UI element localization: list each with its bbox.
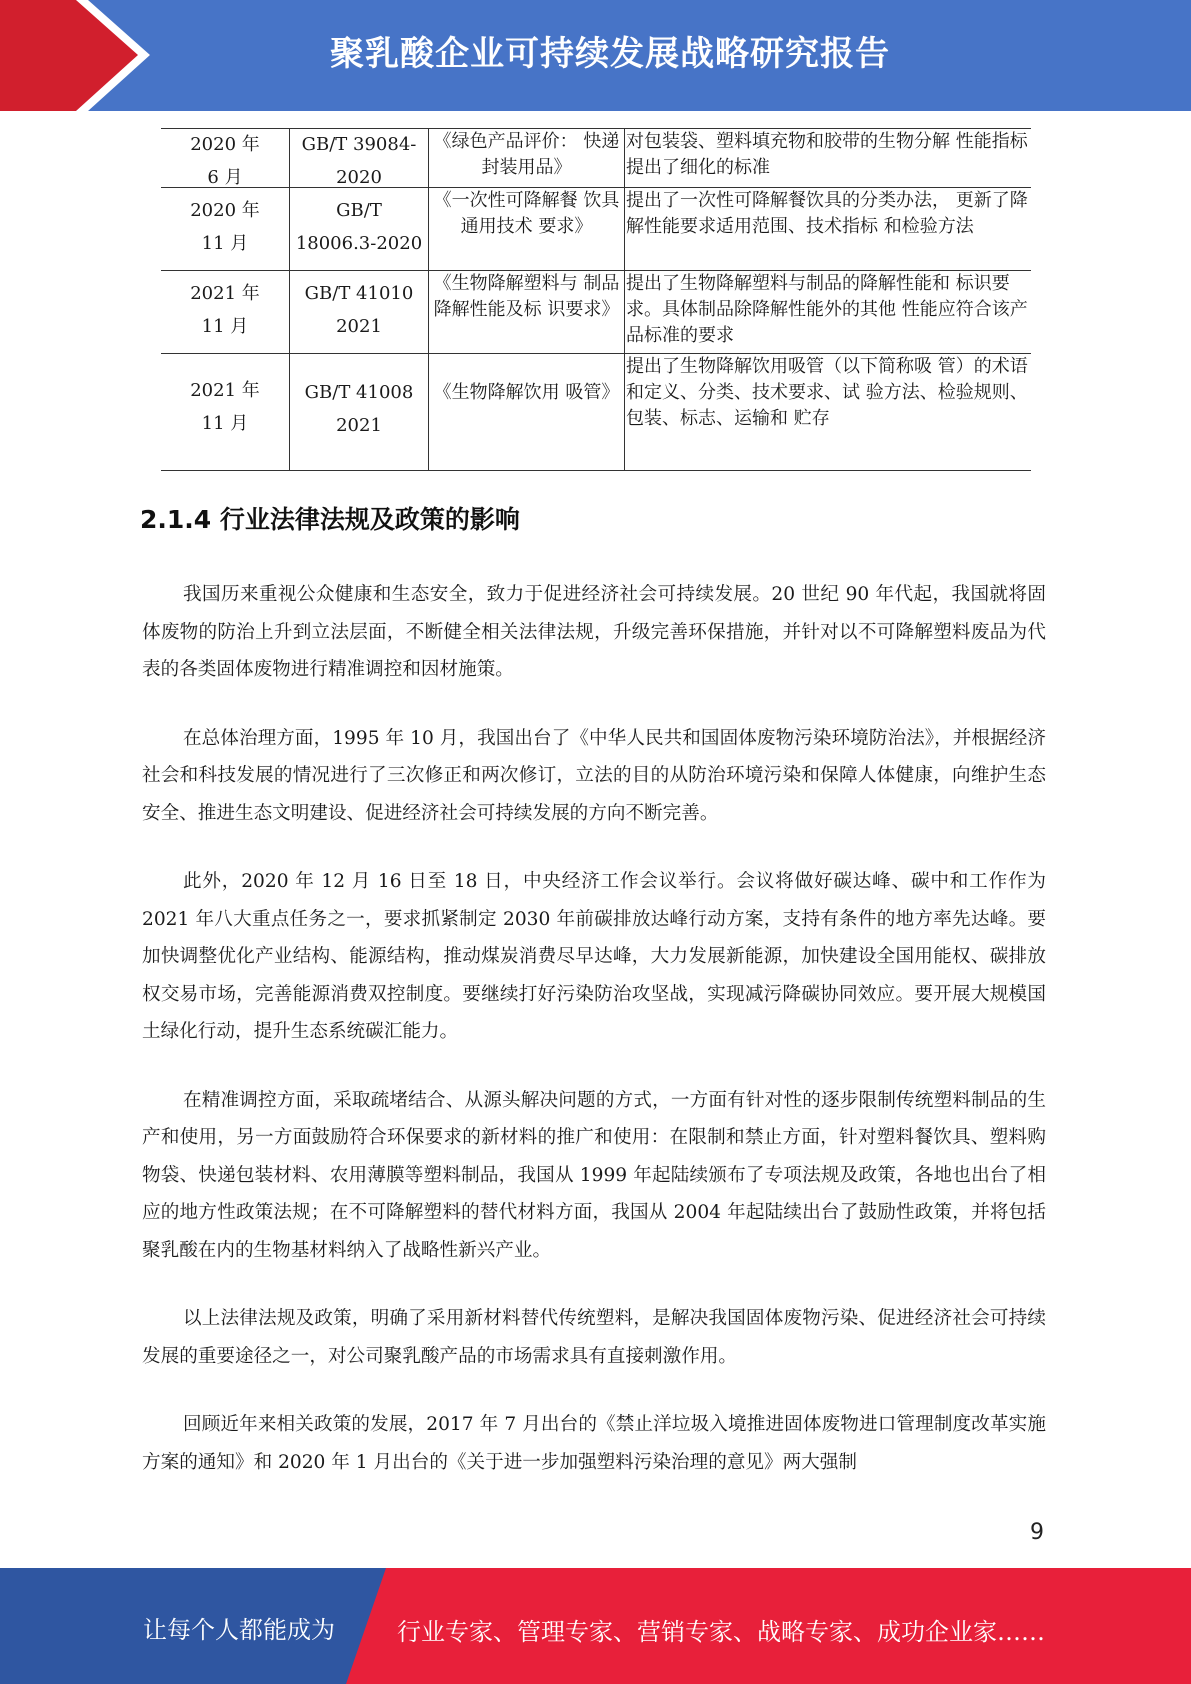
cell-standard-name (429, 129, 625, 188)
report-title: 聚乳酸企业可持续发展战略研究报告 (330, 34, 890, 74)
cell-standard-code-line: 2021 (336, 415, 382, 436)
cell-date-line: 11 月 (201, 413, 249, 434)
table-row (161, 129, 1031, 188)
cell-standard-code (290, 354, 429, 471)
footer-slogan-right: 行业专家、管理专家、营销专家、战略专家、成功企业家…… (397, 1618, 1045, 1646)
cell-date (161, 271, 290, 354)
cell-standard-name (429, 354, 625, 471)
cell-description-text: 提出了生物降解塑料与制品的降解性能和 标识要求。具体制品除降解性能外的其他 性能应符合该产品标准的要求 (626, 273, 1028, 346)
cell-description (625, 188, 1032, 271)
page-footer (0, 1568, 1191, 1684)
body-text (142, 576, 1046, 1512)
table-row (161, 271, 1031, 354)
standards-table (161, 128, 1031, 471)
paragraph: 此外，2020 年 12 月 16 日至 18 日，中央经济工作会议举行。会议将做好碳达峰、碳中和工作作为 2021 年八大重点任务之一，要求抓紧制定 2030 年前碳排放达峰行动方案，支持有条件的地方率先达峰。要加快调整优化产业结构、能源结构，推动煤炭消费尽早达峰，大力发展新能源，加快建设全国用能权、碳排放权交易市场，完善能源消费双控制度。要继续打好污染防治攻坚战，实现减污降碳协同效应。要开展大规模国土绿化行动，提升生态系统碳汇能力。 (142, 871, 1046, 1042)
page-header (0, 0, 1191, 111)
cell-standard-name-text: 《一次性可降解餐 饮具通用技术 要求》 (433, 190, 620, 237)
page-number: 9 (1030, 1520, 1044, 1545)
cell-standard-code-line: GB/T (336, 200, 382, 221)
paragraph: 回顾近年来相关政策的发展，2017 年 7 月出台的《禁止洋垃圾入境推进固体废物进口管理制度改革实施方案的通知》和 2020 年 1 月出台的《关于进一步加强塑料污染治理的意见》两大强制 (142, 1414, 1046, 1473)
cell-standard-code (290, 271, 429, 354)
cell-date-line: 6 月 (207, 167, 243, 187)
cell-date (161, 188, 290, 271)
cell-standard-code-line: 18006.3-2020 (295, 233, 423, 254)
cell-standard-code-line: GB/T 41010 (304, 283, 414, 304)
cell-standard-name (429, 271, 625, 354)
cell-standard-code-line: 2020 (336, 167, 382, 187)
cell-description (625, 129, 1032, 188)
cell-description (625, 271, 1032, 354)
cell-standard-name (429, 188, 625, 271)
section-heading: 2.1.4 行业法律法规及政策的影响 (140, 505, 520, 534)
paragraph: 在总体治理方面，1995 年 10 月，我国出台了《中华人民共和国固体废物污染环境防治法》，并根据经济社会和科技发展的情况进行了三次修正和两次修订，立法的目的从防治环境污染和保障人体健康，向维护生态安全、推进生态文明建设、促进经济社会可持续发展的方向不断完善。 (142, 727, 1046, 824)
cell-date-line: 2020 年 (190, 134, 260, 155)
cell-date-line: 2021 年 (190, 283, 260, 304)
cell-description-text: 提出了一次性可降解餐饮具的分类办法， 更新了降解性能要求适用范围、技术指标 和检验方法 (626, 190, 1028, 237)
cell-standard-name-text: 《生物降解塑料与 制品降解性能及标 识要求》 (433, 273, 620, 320)
cell-description-text: 提出了生物降解饮用吸管（以下简称吸 管）的术语和定义、分类、技术要求、试 验方法、检验规则、包装、标志、运输和 贮存 (626, 356, 1028, 429)
cell-standard-name-text: 《绿色产品评价： 快递封装用品》 (433, 131, 620, 178)
table-row (161, 354, 1031, 471)
table-row (161, 188, 1031, 271)
cell-standard-code (290, 188, 429, 271)
cell-date (161, 354, 290, 471)
cell-date-line: 2020 年 (190, 200, 260, 221)
footer-slogan-left: 让每个人都能成为 (143, 1616, 335, 1644)
cell-standard-code (290, 129, 429, 188)
paragraph: 我国历来重视公众健康和生态安全，致力于促进经济社会可持续发展。20 世纪 90 年代起，我国就将固体废物的防治上升到立法层面，不断健全相关法律法规，升级完善环保措施，并针对以不可降解塑料废品为代表的各类固体废物进行精准调控和因材施策。 (142, 584, 1046, 680)
cell-date-line: 11 月 (201, 316, 249, 337)
cell-date-line: 11 月 (201, 233, 249, 254)
cell-standard-code-line: 2021 (336, 316, 382, 337)
cell-description (625, 354, 1032, 471)
cell-standard-code-line: GB/T 39084- (301, 134, 417, 155)
cell-description-text: 对包装袋、塑料填充物和胶带的生物分解 性能指标提出了细化的标准 (626, 131, 1028, 178)
cell-standard-name-text: 《生物降解饮用 吸管》 (433, 382, 620, 403)
paragraph: 以上法律法规及政策，明确了采用新材料替代传统塑料，是解决我国固体废物污染、促进经济社会可持续发展的重要途径之一，对公司聚乳酸产品的市场需求具有直接刺激作用。 (142, 1308, 1046, 1367)
header-red-chevron (0, 0, 150, 111)
cell-standard-code-line: GB/T 41008 (304, 382, 414, 403)
cell-date (161, 129, 290, 188)
cell-date-line: 2021 年 (190, 380, 260, 401)
paragraph: 在精准调控方面，采取疏堵结合、从源头解决问题的方式，一方面有针对性的逐步限制传统塑料制品的生产和使用，另一方面鼓励符合环保要求的新材料的推广和使用：在限制和禁止方面，针对塑料餐饮具、塑料购物袋、快递包装材料、农用薄膜等塑料制品，我国从 1999 年起陆续颁布了专项法规及政策，各地也出台了相应的地方性政策法规；在不可降解塑料的替代材料方面，我国从 2004 年起陆续出台了鼓励性政策，并将包括聚乳酸在内的生物基材料纳入了战略性新兴产业。 (142, 1089, 1046, 1261)
